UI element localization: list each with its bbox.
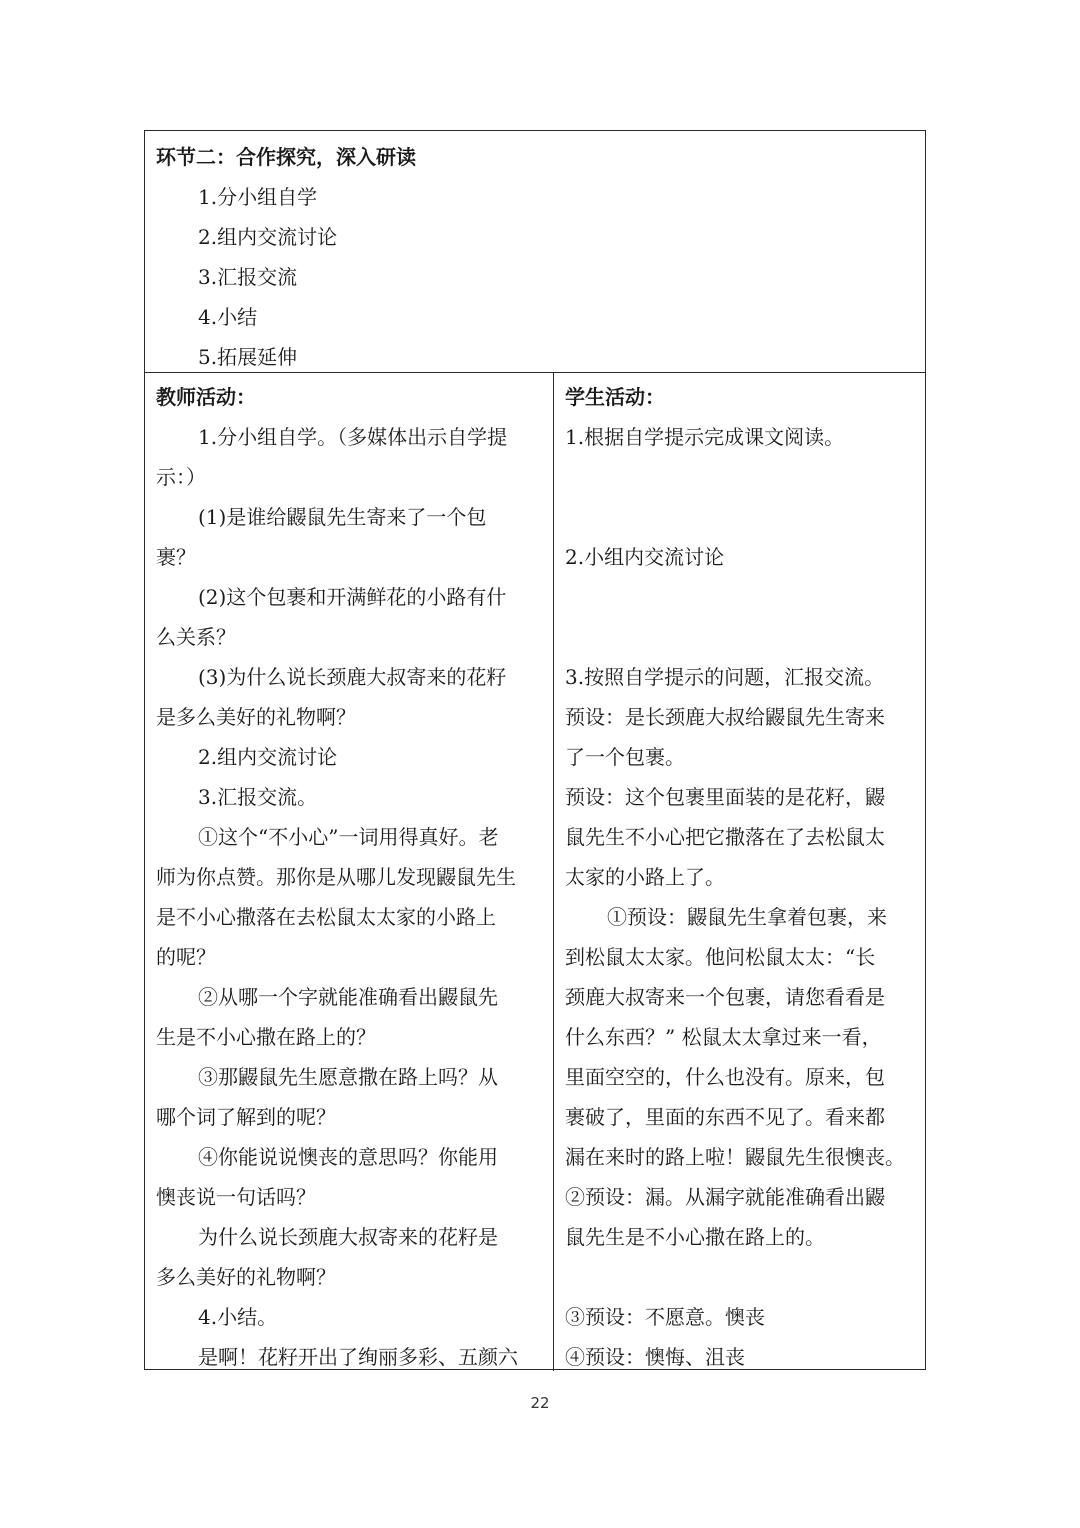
student-line: 2.小组内交流讨论 xyxy=(565,545,725,569)
teacher-line: 1.分小组自学。（多媒体出示自学提 xyxy=(198,425,508,449)
student-line: 颈鹿大叔寄来一个包裹，请您看看是 xyxy=(565,985,885,1009)
student-line: 漏在来时的路上啦！鼹鼠先生很懊丧。 xyxy=(565,1145,905,1169)
student-line: 了一个包裹。 xyxy=(565,745,685,769)
teacher-line: 么关系？ xyxy=(156,625,236,649)
student-line: ④预设：懊悔、沮丧 xyxy=(565,1345,745,1369)
teacher-line: 为什么说长颈鹿大叔寄来的花籽是 xyxy=(198,1225,498,1249)
student-heading: 学生活动： xyxy=(565,385,665,409)
page-number: 22 xyxy=(530,1394,550,1412)
student-line: 里面空空的，什么也没有。原来，包 xyxy=(565,1065,885,1089)
teacher-line: ④你能说说懊丧的意思吗？你能用 xyxy=(198,1145,498,1169)
teacher-line: 是不小心撒落在去松鼠太太家的小路上 xyxy=(156,905,496,929)
teacher-line: 的呢？ xyxy=(156,945,216,969)
step-item: 5.拓展延伸 xyxy=(198,345,298,369)
teacher-line: 4.小结。 xyxy=(198,1305,278,1329)
student-line: 太家的小路上了。 xyxy=(565,865,725,889)
student-line: 1.根据自学提示完成课文阅读。 xyxy=(565,425,845,449)
teacher-line: 裹？ xyxy=(156,545,196,569)
step-item: 1.分小组自学 xyxy=(198,185,318,209)
section-heading: 环节二：合作探究，深入研读 xyxy=(156,145,416,169)
teacher-line: ①这个“不小心”一词用得真好。老 xyxy=(198,825,499,849)
student-line: 预设：是长颈鹿大叔给鼹鼠先生寄来 xyxy=(565,705,885,729)
student-line: 鼠先生不小心把它撒落在了去松鼠太 xyxy=(565,825,885,849)
teacher-line: ②从哪一个字就能准确看出鼹鼠先 xyxy=(198,985,498,1009)
teacher-line: ③那鼹鼠先生愿意撒在路上吗？从 xyxy=(198,1065,498,1089)
teacher-line: 3.汇报交流。 xyxy=(198,785,318,809)
student-line: ①预设：鼹鼠先生拿着包裹，来 xyxy=(607,905,887,929)
teacher-line: 是多么美好的礼物啊？ xyxy=(156,705,356,729)
teacher-line: (2)这个包裹和开满鲜花的小路有什 xyxy=(198,585,507,609)
teacher-line: 师为你点赞。那你是从哪儿发现鼹鼠先生 xyxy=(156,865,516,889)
teacher-line: 2.组内交流讨论 xyxy=(198,745,338,769)
student-line: ③预设：不愿意。懊丧 xyxy=(565,1305,765,1329)
student-line: 到松鼠太太家。他问松鼠太太：“长 xyxy=(565,945,876,969)
step-item: 4.小结 xyxy=(198,305,258,329)
teacher-line: 示：） xyxy=(156,465,206,489)
teacher-line: 是啊！花籽开出了绚丽多彩、五颜六 xyxy=(198,1345,518,1369)
teacher-line: 哪个词了解到的呢？ xyxy=(156,1105,336,1129)
step-item: 2.组内交流讨论 xyxy=(198,225,338,249)
teacher-line: (3)为什么说长颈鹿大叔寄来的花籽 xyxy=(198,665,507,689)
section-overview-cell xyxy=(145,131,925,373)
teacher-line: 生是不小心撒在路上的？ xyxy=(156,1025,376,1049)
student-line: 预设：这个包裹里面装的是花籽，鼹 xyxy=(565,785,885,809)
student-line: 什么东西？” 松鼠太太拿过来一看， xyxy=(565,1025,882,1049)
teacher-line: (1)是谁给鼹鼠先生寄来了一个包 xyxy=(198,505,487,529)
step-item: 3.汇报交流 xyxy=(198,265,298,289)
student-line: ②预设：漏。从漏字就能准确看出鼹 xyxy=(565,1185,885,1209)
student-line: 3.按照自学提示的问题，汇报交流。 xyxy=(565,665,885,689)
teacher-line: 多么美好的礼物啊？ xyxy=(156,1265,336,1289)
student-line: 裹破了，里面的东西不见了。看来都 xyxy=(565,1105,885,1129)
student-line: 鼠先生是不小心撒在路上的。 xyxy=(565,1225,825,1249)
teacher-line: 懊丧说一句话吗？ xyxy=(156,1185,316,1209)
lesson-plan-table xyxy=(144,130,926,1370)
column-divider xyxy=(553,373,554,1371)
teacher-heading: 教师活动： xyxy=(156,385,256,409)
